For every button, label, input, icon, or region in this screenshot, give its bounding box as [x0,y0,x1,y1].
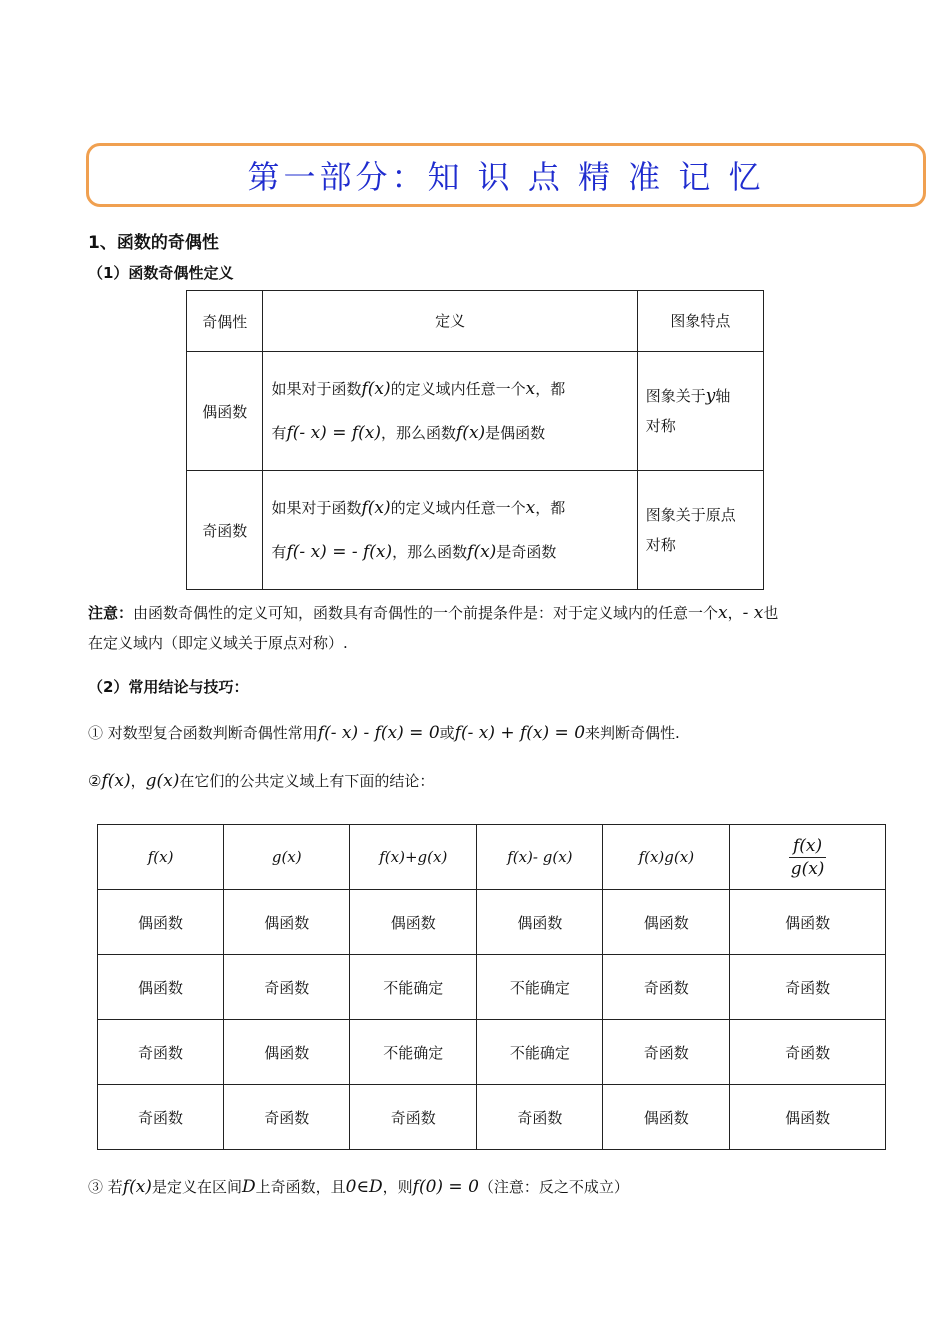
tip-3: ③ 若f(x)是定义在区间D上奇函数，且0∈D，则f(0) = 0（注意：反之不成立） [88,1177,629,1197]
header-f: f(x) [98,825,224,890]
subsection-heading-2: （2）常用结论与技巧： [88,678,249,696]
title-banner [86,143,926,207]
even-name: 偶函数 [187,352,263,471]
tip-1: ① 对数型复合函数判断奇偶性常用f(- x) - f(x) = 0或f(- x) + f(x) = 0来判断奇偶性. [88,723,680,743]
note-label: 注意： [88,604,134,622]
subsection-heading: （1）函数奇偶性定义 [88,264,234,282]
even-definition: 如果对于函数f(x)的定义域内任意一个x，都 有f(- x) = f(x)，那么函数f(x)是偶函数 [263,352,637,471]
table-row: 偶函数 奇函数 不能确定 不能确定 奇函数 奇函数 [98,955,886,1020]
parity-definition-table [186,290,764,590]
section-heading: 1、函数的奇偶性 [88,233,219,253]
table-row-even [187,352,764,471]
header-g: g(x) [224,825,350,890]
header-product: f(x)g(x) [603,825,730,890]
table-row-odd [187,471,764,590]
header-parity: 奇偶性 [187,291,263,352]
header-quotient: $\frac{f(x)}{g(x)}$ [730,825,886,890]
table-row: 奇函数 偶函数 不能确定 不能确定 奇函数 奇函数 [98,1020,886,1085]
table-header-row [187,291,764,352]
table-row: 偶函数 偶函数 偶函数 偶函数 偶函数 偶函数 [98,890,886,955]
header-graph-feature: 图象特点 [637,291,763,352]
header-difference: f(x)- g(x) [477,825,603,890]
note-paragraph: 注意：由函数奇偶性的定义可知，函数具有奇偶性的一个前提条件是：对于定义域内的任意一个x，- x也 在定义域内（即定义域关于原点对称）. [88,603,779,652]
tip-2: ②f(x)，g(x)在它们的公共定义域上有下面的结论： [88,771,435,791]
even-feature: 图象关于y轴 对称 [637,352,763,471]
table-row: 奇函数 奇函数 奇函数 奇函数 偶函数 偶函数 [98,1085,886,1150]
header-definition: 定义 [263,291,637,352]
parity-conclusion-table [97,824,886,1150]
table-header-row [98,825,886,890]
page-title: 第一部分：知 识 点 精 准 记 忆 [247,158,765,196]
odd-name: 奇函数 [187,471,263,590]
header-sum: f(x)+g(x) [350,825,477,890]
odd-feature: 图象关于原点 对称 [637,471,763,590]
odd-definition: 如果对于函数f(x)的定义域内任意一个x，都 有f(- x) = - f(x)，那么函数f(x)是奇函数 [263,471,637,590]
